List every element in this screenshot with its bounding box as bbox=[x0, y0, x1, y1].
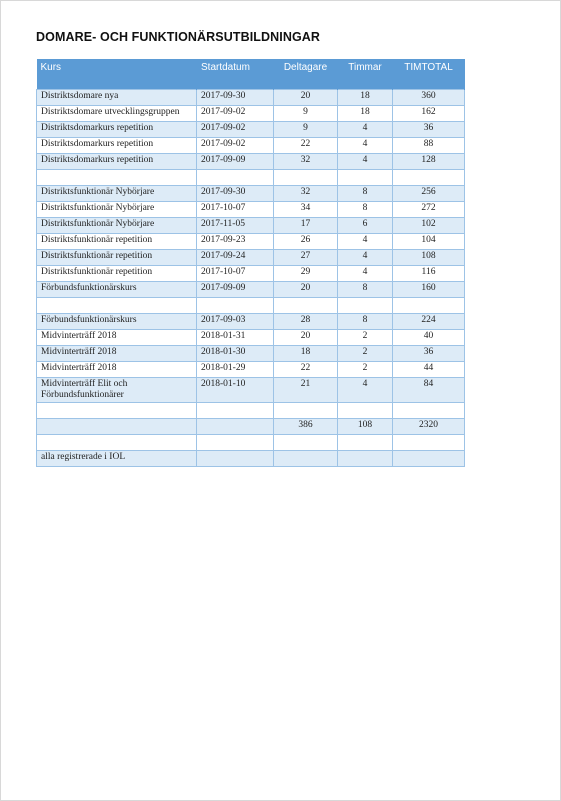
deltagare-cell: 32 bbox=[274, 154, 338, 170]
startdatum-cell bbox=[197, 403, 274, 419]
header-timmar: Timmar bbox=[338, 59, 393, 90]
startdatum-cell: 2018-01-10 bbox=[197, 378, 274, 403]
kurs-cell: Distriktsfunktionär repetition bbox=[37, 234, 197, 250]
kurs-cell: Distriktsdomarkurs repetition bbox=[37, 138, 197, 154]
kurs-cell bbox=[37, 298, 197, 314]
timtotal-cell bbox=[393, 298, 465, 314]
startdatum-cell bbox=[197, 435, 274, 451]
timmar-cell: 4 bbox=[338, 154, 393, 170]
table-row bbox=[37, 122, 465, 138]
deltagare-cell: 21 bbox=[274, 378, 338, 403]
table-row bbox=[37, 170, 465, 186]
deltagare-cell bbox=[274, 451, 338, 467]
startdatum-cell: 2017-09-02 bbox=[197, 106, 274, 122]
timmar-cell: 4 bbox=[338, 234, 393, 250]
timmar-cell: 18 bbox=[338, 90, 393, 106]
startdatum-cell: 2017-09-03 bbox=[197, 314, 274, 330]
kurs-cell: Distriktsdomare utvecklingsgruppen bbox=[37, 106, 197, 122]
table-row bbox=[37, 314, 465, 330]
timmar-cell: 18 bbox=[338, 106, 393, 122]
table-row bbox=[37, 186, 465, 202]
kurs-cell bbox=[37, 435, 197, 451]
table-row bbox=[37, 403, 465, 419]
deltagare-cell: 29 bbox=[274, 266, 338, 282]
timmar-cell: 4 bbox=[338, 122, 393, 138]
timtotal-cell bbox=[393, 170, 465, 186]
timmar-cell: 4 bbox=[338, 266, 393, 282]
deltagare-cell: 32 bbox=[274, 186, 338, 202]
timtotal-cell bbox=[393, 403, 465, 419]
startdatum-cell: 2017-09-09 bbox=[197, 282, 274, 298]
deltagare-cell: 22 bbox=[274, 138, 338, 154]
deltagare-cell: 20 bbox=[274, 282, 338, 298]
kurs-cell: Distriktsfunktionär Nybörjare bbox=[37, 218, 197, 234]
deltagare-cell: 386 bbox=[274, 419, 338, 435]
table-header-row bbox=[37, 59, 465, 90]
timtotal-cell: 116 bbox=[393, 266, 465, 282]
timtotal-cell: 160 bbox=[393, 282, 465, 298]
timmar-cell: 2 bbox=[338, 362, 393, 378]
startdatum-cell: 2017-09-02 bbox=[197, 122, 274, 138]
startdatum-cell bbox=[197, 419, 274, 435]
kurs-cell: Distriktsdomare nya bbox=[37, 90, 197, 106]
deltagare-cell: 9 bbox=[274, 122, 338, 138]
timtotal-cell: 2320 bbox=[393, 419, 465, 435]
table-row bbox=[37, 218, 465, 234]
deltagare-cell bbox=[274, 170, 338, 186]
table-row bbox=[37, 250, 465, 266]
timmar-cell: 4 bbox=[338, 378, 393, 403]
timmar-cell: 8 bbox=[338, 314, 393, 330]
deltagare-cell: 28 bbox=[274, 314, 338, 330]
timtotal-cell: 108 bbox=[393, 250, 465, 266]
startdatum-cell: 2017-10-07 bbox=[197, 266, 274, 282]
timtotal-cell: 128 bbox=[393, 154, 465, 170]
kurs-cell: Förbundsfunktionärskurs bbox=[37, 282, 197, 298]
header-deltagare: Deltagare bbox=[274, 59, 338, 90]
header-kurs: Kurs bbox=[37, 59, 197, 90]
header-startdatum: Startdatum bbox=[197, 59, 274, 90]
deltagare-cell: 18 bbox=[274, 346, 338, 362]
startdatum-cell bbox=[197, 451, 274, 467]
table-row bbox=[37, 138, 465, 154]
startdatum-cell: 2018-01-29 bbox=[197, 362, 274, 378]
startdatum-cell: 2017-09-23 bbox=[197, 234, 274, 250]
timtotal-cell: 256 bbox=[393, 186, 465, 202]
timtotal-cell: 102 bbox=[393, 218, 465, 234]
deltagare-cell: 17 bbox=[274, 218, 338, 234]
table-row bbox=[37, 451, 465, 467]
timmar-cell bbox=[338, 298, 393, 314]
timmar-cell bbox=[338, 170, 393, 186]
kurs-cell: Distriktsdomarkurs repetition bbox=[37, 122, 197, 138]
table-row bbox=[37, 266, 465, 282]
timtotal-cell: 84 bbox=[393, 378, 465, 403]
table-row bbox=[37, 90, 465, 106]
table-row bbox=[37, 106, 465, 122]
startdatum-cell: 2017-10-07 bbox=[197, 202, 274, 218]
timtotal-cell: 36 bbox=[393, 122, 465, 138]
timtotal-cell bbox=[393, 451, 465, 467]
table-body bbox=[37, 90, 465, 467]
kurs-cell bbox=[37, 419, 197, 435]
kurs-cell: alla registrerade i IOL bbox=[37, 451, 197, 467]
timtotal-cell: 88 bbox=[393, 138, 465, 154]
timmar-cell: 108 bbox=[338, 419, 393, 435]
startdatum-cell: 2017-09-24 bbox=[197, 250, 274, 266]
table-row bbox=[37, 435, 465, 451]
timtotal-cell: 36 bbox=[393, 346, 465, 362]
timtotal-cell: 162 bbox=[393, 106, 465, 122]
table-row bbox=[37, 282, 465, 298]
table-row bbox=[37, 362, 465, 378]
timmar-cell: 4 bbox=[338, 138, 393, 154]
table-row bbox=[37, 154, 465, 170]
kurs-cell: Midvinterträff Elit och Förbundsfunktionärer bbox=[37, 378, 197, 403]
page-title: DOMARE- OCH FUNKTIONÄRSUTBILDNINGAR bbox=[36, 30, 321, 44]
timmar-cell: 8 bbox=[338, 282, 393, 298]
startdatum-cell bbox=[197, 170, 274, 186]
timmar-cell bbox=[338, 403, 393, 419]
deltagare-cell bbox=[274, 435, 338, 451]
table-row bbox=[37, 330, 465, 346]
kurs-cell bbox=[37, 170, 197, 186]
timtotal-cell bbox=[393, 435, 465, 451]
startdatum-cell: 2017-11-05 bbox=[197, 218, 274, 234]
timtotal-cell: 224 bbox=[393, 314, 465, 330]
deltagare-cell: 9 bbox=[274, 106, 338, 122]
startdatum-cell: 2017-09-02 bbox=[197, 138, 274, 154]
table-row bbox=[37, 346, 465, 362]
kurs-cell: Distriktsfunktionär Nybörjare bbox=[37, 186, 197, 202]
timmar-cell bbox=[338, 451, 393, 467]
startdatum-cell bbox=[197, 298, 274, 314]
timmar-cell: 6 bbox=[338, 218, 393, 234]
deltagare-cell bbox=[274, 298, 338, 314]
startdatum-cell: 2017-09-09 bbox=[197, 154, 274, 170]
startdatum-cell: 2018-01-31 bbox=[197, 330, 274, 346]
timmar-cell bbox=[338, 435, 393, 451]
deltagare-cell: 34 bbox=[274, 202, 338, 218]
header-timtotal: TIMTOTAL bbox=[393, 59, 465, 90]
table-row bbox=[37, 234, 465, 250]
table-row bbox=[37, 378, 465, 403]
kurs-cell: Distriktsdomarkurs repetition bbox=[37, 154, 197, 170]
startdatum-cell: 2017-09-30 bbox=[197, 186, 274, 202]
kurs-cell: Midvinterträff 2018 bbox=[37, 346, 197, 362]
deltagare-cell: 26 bbox=[274, 234, 338, 250]
kurs-cell: Distriktsfunktionär repetition bbox=[37, 266, 197, 282]
kurs-cell: Midvinterträff 2018 bbox=[37, 362, 197, 378]
timmar-cell: 8 bbox=[338, 186, 393, 202]
deltagare-cell bbox=[274, 403, 338, 419]
table-row bbox=[37, 298, 465, 314]
kurs-cell bbox=[37, 403, 197, 419]
timtotal-cell: 44 bbox=[393, 362, 465, 378]
timtotal-cell: 272 bbox=[393, 202, 465, 218]
startdatum-cell: 2018-01-30 bbox=[197, 346, 274, 362]
timtotal-cell: 360 bbox=[393, 90, 465, 106]
deltagare-cell: 22 bbox=[274, 362, 338, 378]
kurs-cell: Förbundsfunktionärskurs bbox=[37, 314, 197, 330]
kurs-cell: Distriktsfunktionär repetition bbox=[37, 250, 197, 266]
deltagare-cell: 27 bbox=[274, 250, 338, 266]
kurs-cell: Distriktsfunktionär Nybörjare bbox=[37, 202, 197, 218]
table-row bbox=[37, 202, 465, 218]
timmar-cell: 8 bbox=[338, 202, 393, 218]
deltagare-cell: 20 bbox=[274, 90, 338, 106]
courses-table bbox=[36, 59, 465, 467]
deltagare-cell: 20 bbox=[274, 330, 338, 346]
startdatum-cell: 2017-09-30 bbox=[197, 90, 274, 106]
timmar-cell: 2 bbox=[338, 330, 393, 346]
timmar-cell: 2 bbox=[338, 346, 393, 362]
timmar-cell: 4 bbox=[338, 250, 393, 266]
kurs-cell: Midvinterträff 2018 bbox=[37, 330, 197, 346]
timtotal-cell: 104 bbox=[393, 234, 465, 250]
table-row bbox=[37, 419, 465, 435]
timtotal-cell: 40 bbox=[393, 330, 465, 346]
